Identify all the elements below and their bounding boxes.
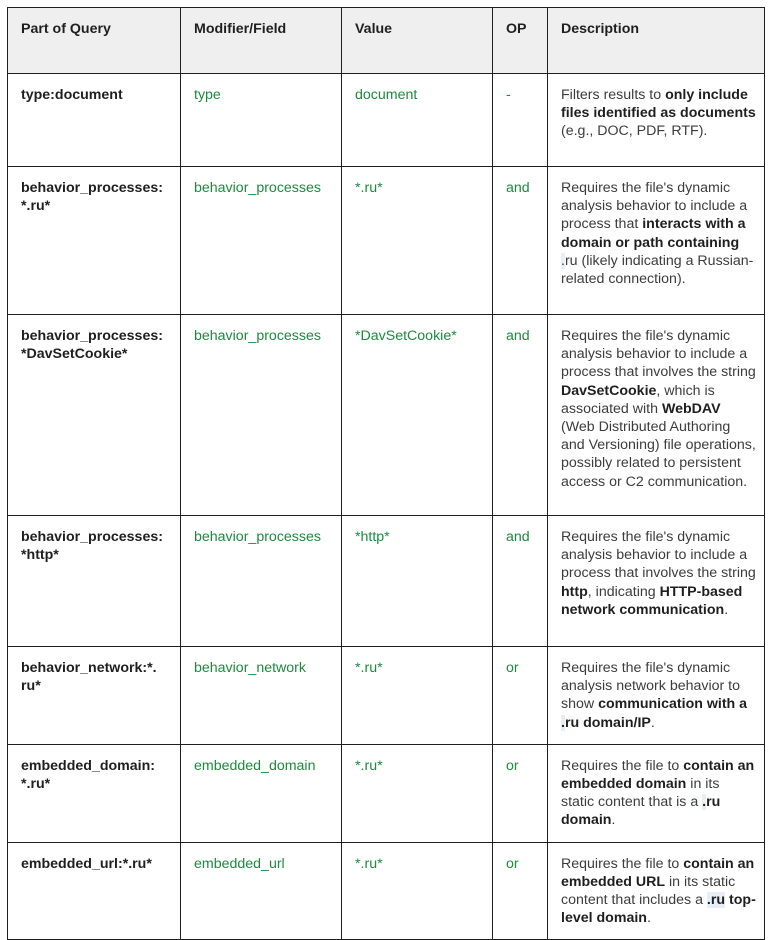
description-emphasis: communication with a (598, 696, 748, 713)
description-text: . (650, 714, 655, 731)
op-cell: and (493, 167, 548, 315)
description-text: Requires the file to (561, 855, 684, 872)
table-row (8, 647, 765, 745)
description-text: . (724, 601, 729, 618)
description-cell (548, 167, 765, 315)
description-text: (e.g., DOC, PDF, RTF). (561, 123, 708, 140)
description-text: . (646, 910, 651, 927)
description-text: Requires the file's dynamic analysis behavior to include a process that involves the string (561, 328, 756, 381)
description-cell (548, 74, 765, 167)
description-emphasis: contain an embedded domain (561, 757, 755, 793)
table-row (8, 74, 765, 167)
description-cell (548, 744, 765, 842)
part-of-query-cell: behavior_processes: *DavSetCookie* (8, 315, 181, 516)
modifier-field-cell: behavior_processes (181, 315, 342, 516)
description-emphasis: interacts with a domain or path containing (561, 216, 746, 251)
description-emphasis: ru domain (561, 794, 721, 829)
modifier-field-cell: type (181, 74, 342, 167)
part-of-query-cell: embedded_url:*.ru* (8, 842, 181, 940)
modifier-field-cell: embedded_domain (181, 744, 342, 842)
description-text: Filters results to (561, 87, 666, 103)
op-cell: - (493, 74, 548, 167)
description-emphasis: . (561, 714, 565, 731)
table-row (8, 516, 765, 647)
description-text: Requires the file to (561, 757, 684, 774)
description-emphasis: HTTP-based network communication (561, 583, 743, 618)
table-row (8, 744, 765, 842)
description-emphasis: only include files identified as documents (561, 87, 756, 122)
description-emphasis: DavSetCookie (561, 382, 657, 399)
description-emphasis: ru domain/IP (564, 714, 651, 731)
value-cell: *http* (342, 516, 493, 647)
description-emphasis: .ru (706, 892, 726, 909)
op-cell: or (493, 842, 548, 940)
description-text: Requires the file's dynamic analysis behavior to include a process that (561, 180, 748, 233)
part-of-query-cell: behavior_processes: *.ru* (8, 167, 181, 315)
modifier-field-cell: behavior_network (181, 647, 342, 745)
description-text: ru (likely indicating a Russian-related connection). (561, 252, 754, 288)
header-description: Description (548, 8, 765, 74)
description-emphasis: top-level domain (561, 892, 756, 927)
op-cell: or (493, 744, 548, 842)
table-row (8, 842, 765, 940)
description-emphasis: WebDAV (661, 400, 721, 417)
description-cell (548, 842, 765, 940)
description-text: , indicating (587, 583, 660, 600)
value-cell: *.ru* (342, 842, 493, 940)
description-emphasis: . (702, 794, 707, 811)
op-cell: or (493, 647, 548, 745)
modifier-field-cell: behavior_processes (181, 516, 342, 647)
value-cell: document (342, 74, 493, 167)
modifier-field-cell: embedded_url (181, 842, 342, 940)
part-of-query-cell: behavior_network:*. ru* (8, 647, 181, 745)
description-text: (Web Distributed Authoring and Versioning) file operations, possibly related to persistent access or C2 communication. (561, 419, 756, 490)
description-text: . (611, 812, 616, 829)
description-emphasis: http (561, 583, 588, 600)
header-op: OP (493, 8, 548, 74)
value-cell: *.ru* (342, 647, 493, 745)
table-row (8, 167, 765, 315)
part-of-query-cell: embedded_domain: *.ru* (8, 744, 181, 842)
part-of-query-cell: type:document (8, 74, 181, 167)
header-modifier-field: Modifier/Field (181, 8, 342, 74)
header-part-of-query: Part of Query (8, 8, 181, 74)
description-cell (548, 315, 765, 516)
description-cell (548, 647, 765, 745)
modifier-field-cell: behavior_processes (181, 167, 342, 315)
value-cell: *.ru* (342, 167, 493, 315)
value-cell: *DavSetCookie* (342, 315, 493, 516)
header-value: Value (342, 8, 493, 74)
description-text: in its static content that is a (561, 776, 720, 811)
description-text: , which is associated with (561, 382, 715, 417)
description-cell (548, 516, 765, 647)
value-cell: *.ru* (342, 744, 493, 842)
description-text: Requires the file's dynamic analysis network behavior to show (561, 660, 741, 713)
table-row (8, 315, 765, 516)
part-of-query-cell: behavior_processes: *http* (8, 516, 181, 647)
header-row (8, 8, 765, 74)
op-cell: and (493, 315, 548, 516)
description-text: in its static content that includes a (561, 873, 736, 909)
description-emphasis: contain an embedded URL (561, 855, 755, 890)
op-cell: and (493, 516, 548, 647)
description-text: Requires the file's dynamic analysis behavior to include a process that involves the string (561, 529, 756, 582)
description-text: . (561, 252, 565, 269)
query-breakdown-table (7, 7, 765, 940)
